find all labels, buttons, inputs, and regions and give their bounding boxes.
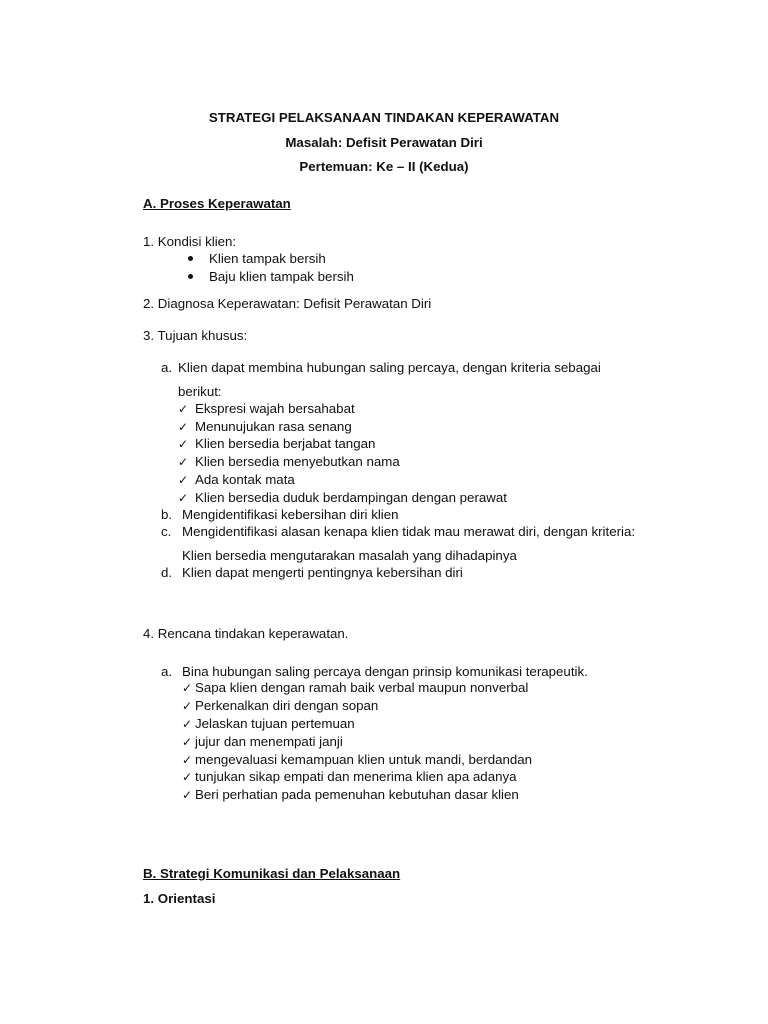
list-item: Baju klien tampak bersih bbox=[209, 269, 354, 284]
check-icon: ✓ bbox=[178, 437, 189, 451]
list-item: jujur dan menempati janji bbox=[195, 734, 343, 749]
check-icon: ✓ bbox=[178, 402, 189, 416]
list-item: Ada kontak mata bbox=[195, 472, 295, 487]
check-icon: ✓ bbox=[178, 420, 189, 434]
check-icon: ✓ bbox=[182, 735, 193, 749]
tujuan-a-text: Klien dapat membina hubungan saling percaya, dengan kriteria sebagai bbox=[178, 360, 601, 375]
check-icon: ✓ bbox=[182, 770, 193, 784]
bullet-icon bbox=[188, 256, 193, 261]
check-icon: ✓ bbox=[182, 681, 193, 695]
bullet-icon bbox=[188, 274, 193, 279]
list-item: Klien tampak bersih bbox=[209, 251, 326, 266]
tujuan-a-marker: a. bbox=[161, 360, 173, 375]
list-item: Perkenalkan diri dengan sopan bbox=[195, 698, 379, 713]
tujuan-c-marker: c. bbox=[161, 524, 172, 539]
tujuan-c-continuation: Klien bersedia mengutarakan masalah yang dihadapinya bbox=[182, 548, 517, 563]
section-b-subheading: 1. Orientasi bbox=[143, 891, 216, 906]
tujuan-label: 3. Tujuan khusus: bbox=[143, 328, 248, 343]
list-item: Ekspresi wajah bersahabat bbox=[195, 401, 355, 416]
diagnosa-line: 2. Diagnosa Keperawatan: Defisit Perawatan Diri bbox=[143, 296, 432, 311]
list-item: Klien bersedia berjabat tangan bbox=[195, 436, 376, 451]
list-item: tunjukan sikap empati dan menerima klien apa adanya bbox=[195, 769, 517, 784]
list-item: Beri perhatian pada pemenuhan kebutuhan dasar klien bbox=[195, 787, 519, 802]
check-icon: ✓ bbox=[178, 491, 189, 505]
list-item: Klien bersedia duduk berdampingan dengan perawat bbox=[195, 490, 507, 505]
tujuan-d-text: Klien dapat mengerti pentingnya kebersihan diri bbox=[182, 565, 463, 580]
list-item: Jelaskan tujuan pertemuan bbox=[195, 716, 355, 731]
tujuan-b-marker: b. bbox=[161, 507, 173, 522]
tujuan-d-marker: d. bbox=[161, 565, 173, 580]
check-icon: ✓ bbox=[178, 473, 189, 487]
document-title: STRATEGI PELAKSANAAN TINDAKAN KEPERAWATAN bbox=[208, 110, 560, 125]
kondisi-label: 1. Kondisi klien: bbox=[143, 234, 237, 249]
meeting-line: Pertemuan: Ke – II (Kedua) bbox=[299, 159, 469, 174]
check-icon: ✓ bbox=[182, 788, 193, 802]
rencana-a-marker: a. bbox=[161, 664, 173, 679]
section-a-heading: A. Proses Keperawatan bbox=[143, 196, 291, 211]
tujuan-c-text: Mengidentifikasi alasan kenapa klien tidak mau merawat diri, dengan kriteria: bbox=[182, 524, 636, 539]
check-icon: ✓ bbox=[182, 753, 193, 767]
check-icon: ✓ bbox=[178, 455, 189, 469]
list-item: Klien bersedia menyebutkan nama bbox=[195, 454, 400, 469]
check-icon: ✓ bbox=[182, 699, 193, 713]
check-icon: ✓ bbox=[182, 717, 193, 731]
list-item: Sapa klien dengan ramah baik verbal maupun nonverbal bbox=[195, 680, 529, 695]
section-b-heading: B. Strategi Komunikasi dan Pelaksanaan bbox=[143, 866, 401, 881]
rencana-label: 4. Rencana tindakan keperawatan. bbox=[143, 626, 349, 641]
list-item: mengevaluasi kemampuan klien untuk mandi, berdandan bbox=[195, 752, 533, 767]
list-item: Menunujukan rasa senang bbox=[195, 419, 352, 434]
rencana-a-text: Bina hubungan saling percaya dengan prinsip komunikasi terapeutik. bbox=[182, 664, 588, 679]
tujuan-a-continuation: berikut: bbox=[178, 384, 222, 399]
problem-line: Masalah: Defisit Perawatan Diri bbox=[285, 135, 483, 150]
tujuan-b-text: Mengidentifikasi kebersihan diri klien bbox=[182, 507, 399, 522]
